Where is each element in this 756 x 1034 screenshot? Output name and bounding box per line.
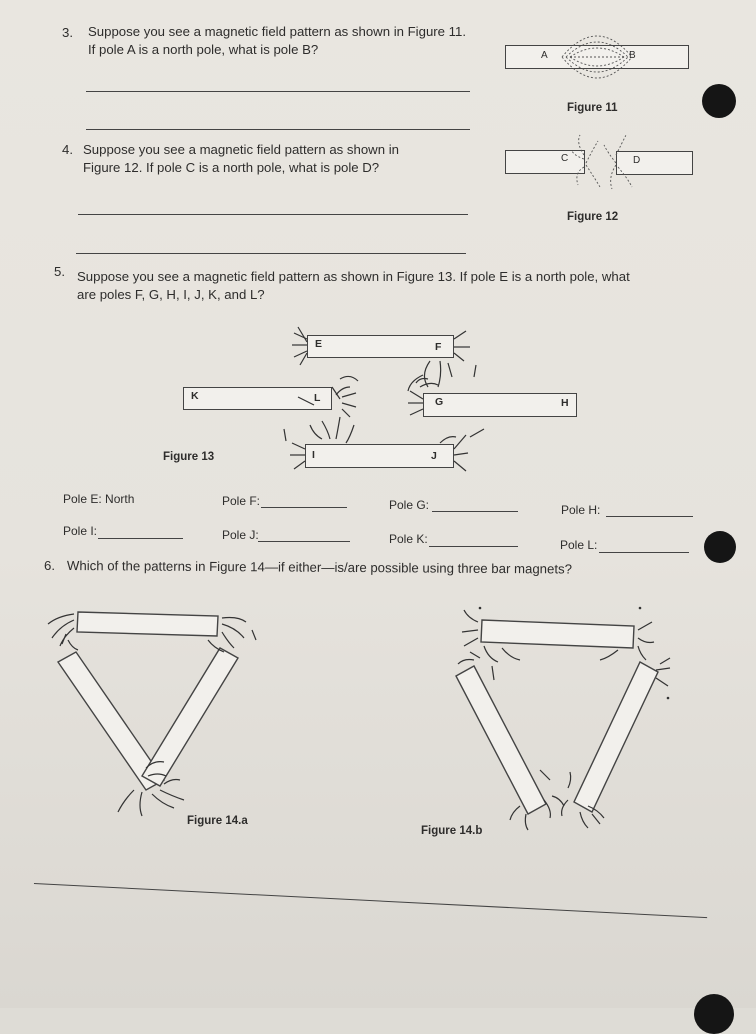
- pole-j-prompt: Pole J:: [222, 528, 259, 542]
- q4-line2: Figure 12. If pole C is a north pole, what is pole D?: [83, 160, 380, 175]
- binder-hole-top: [702, 84, 736, 118]
- pole-b-label: B: [629, 50, 636, 61]
- q3-line2: If pole A is a north pole, what is pole B?: [88, 42, 319, 57]
- figure-14a-diagram: [38, 600, 278, 830]
- q4-line1: Suppose you see a magnetic field pattern as shown in: [83, 142, 399, 157]
- pole-f-answer-line[interactable]: [261, 507, 347, 508]
- q6-number: 6.: [44, 558, 55, 573]
- q3-answer-line-2[interactable]: [86, 129, 470, 130]
- pole-k-label: K: [191, 390, 199, 402]
- pole-f-prompt: Pole F:: [222, 494, 261, 508]
- q4-answer-line-2[interactable]: [76, 253, 466, 254]
- q3-line1: Suppose you see a magnetic field pattern as shown in Figure 11.: [88, 24, 467, 39]
- pole-h-prompt: Pole H:: [561, 503, 601, 517]
- pole-i-label: I: [312, 449, 315, 461]
- pole-l-label: L: [314, 392, 321, 404]
- pole-f-label: F: [435, 341, 442, 353]
- pole-g-answer-line[interactable]: [432, 511, 518, 512]
- figure-12-caption: Figure 12: [567, 211, 619, 223]
- pole-g-label: G: [435, 396, 444, 408]
- pole-e-answer: Pole E: North: [63, 492, 135, 506]
- q5-number: 5.: [54, 264, 65, 279]
- q5-line1: Suppose you see a magnetic field pattern as shown in Figure 13. If pole E is a north pole, what: [77, 269, 630, 284]
- pole-h-label: H: [561, 397, 569, 409]
- pole-d-label: D: [633, 155, 641, 166]
- binder-hole-middle: [704, 531, 736, 563]
- pole-l-answer-line[interactable]: [599, 552, 689, 553]
- figure-14b-diagram: [440, 600, 680, 840]
- figure-13-caption: Figure 13: [163, 451, 215, 463]
- figure-14b-caption: Figure 14.b: [421, 825, 483, 837]
- pole-j-label: J: [431, 450, 437, 462]
- pole-k-answer-line[interactable]: [429, 546, 518, 547]
- figure-13-field-lines: [270, 325, 490, 495]
- q4-answer-line-1[interactable]: [78, 214, 468, 215]
- q5-line2: are poles F, G, H, I, J, K, and L?: [77, 287, 265, 302]
- pole-k-prompt: Pole K:: [389, 532, 428, 546]
- pole-l-prompt: Pole L:: [560, 538, 598, 552]
- pole-i-prompt: Pole I:: [63, 524, 98, 538]
- q3-number: 3.: [62, 25, 73, 40]
- q4-number: 4.: [62, 142, 73, 157]
- pole-h-answer-line[interactable]: [606, 516, 693, 517]
- bottom-rule-line: [34, 883, 707, 918]
- binder-hole-bottom: [694, 994, 734, 1034]
- pole-j-answer-line[interactable]: [258, 541, 350, 542]
- pole-a-label: A: [541, 50, 548, 61]
- figure-14a-caption: Figure 14.a: [187, 815, 248, 827]
- pole-g-prompt: Pole G:: [389, 498, 430, 512]
- q3-answer-line-1[interactable]: [86, 91, 470, 92]
- figure-12-field-lines: [572, 133, 642, 193]
- pole-i-answer-line[interactable]: [98, 538, 183, 539]
- pole-c-label: C: [561, 153, 569, 164]
- figure-11-caption: Figure 11: [567, 102, 618, 114]
- pole-e-label: E: [315, 338, 323, 350]
- q6-text: Which of the patterns in Figure 14—if either—is/are possible using three bar magnets?: [66, 558, 573, 577]
